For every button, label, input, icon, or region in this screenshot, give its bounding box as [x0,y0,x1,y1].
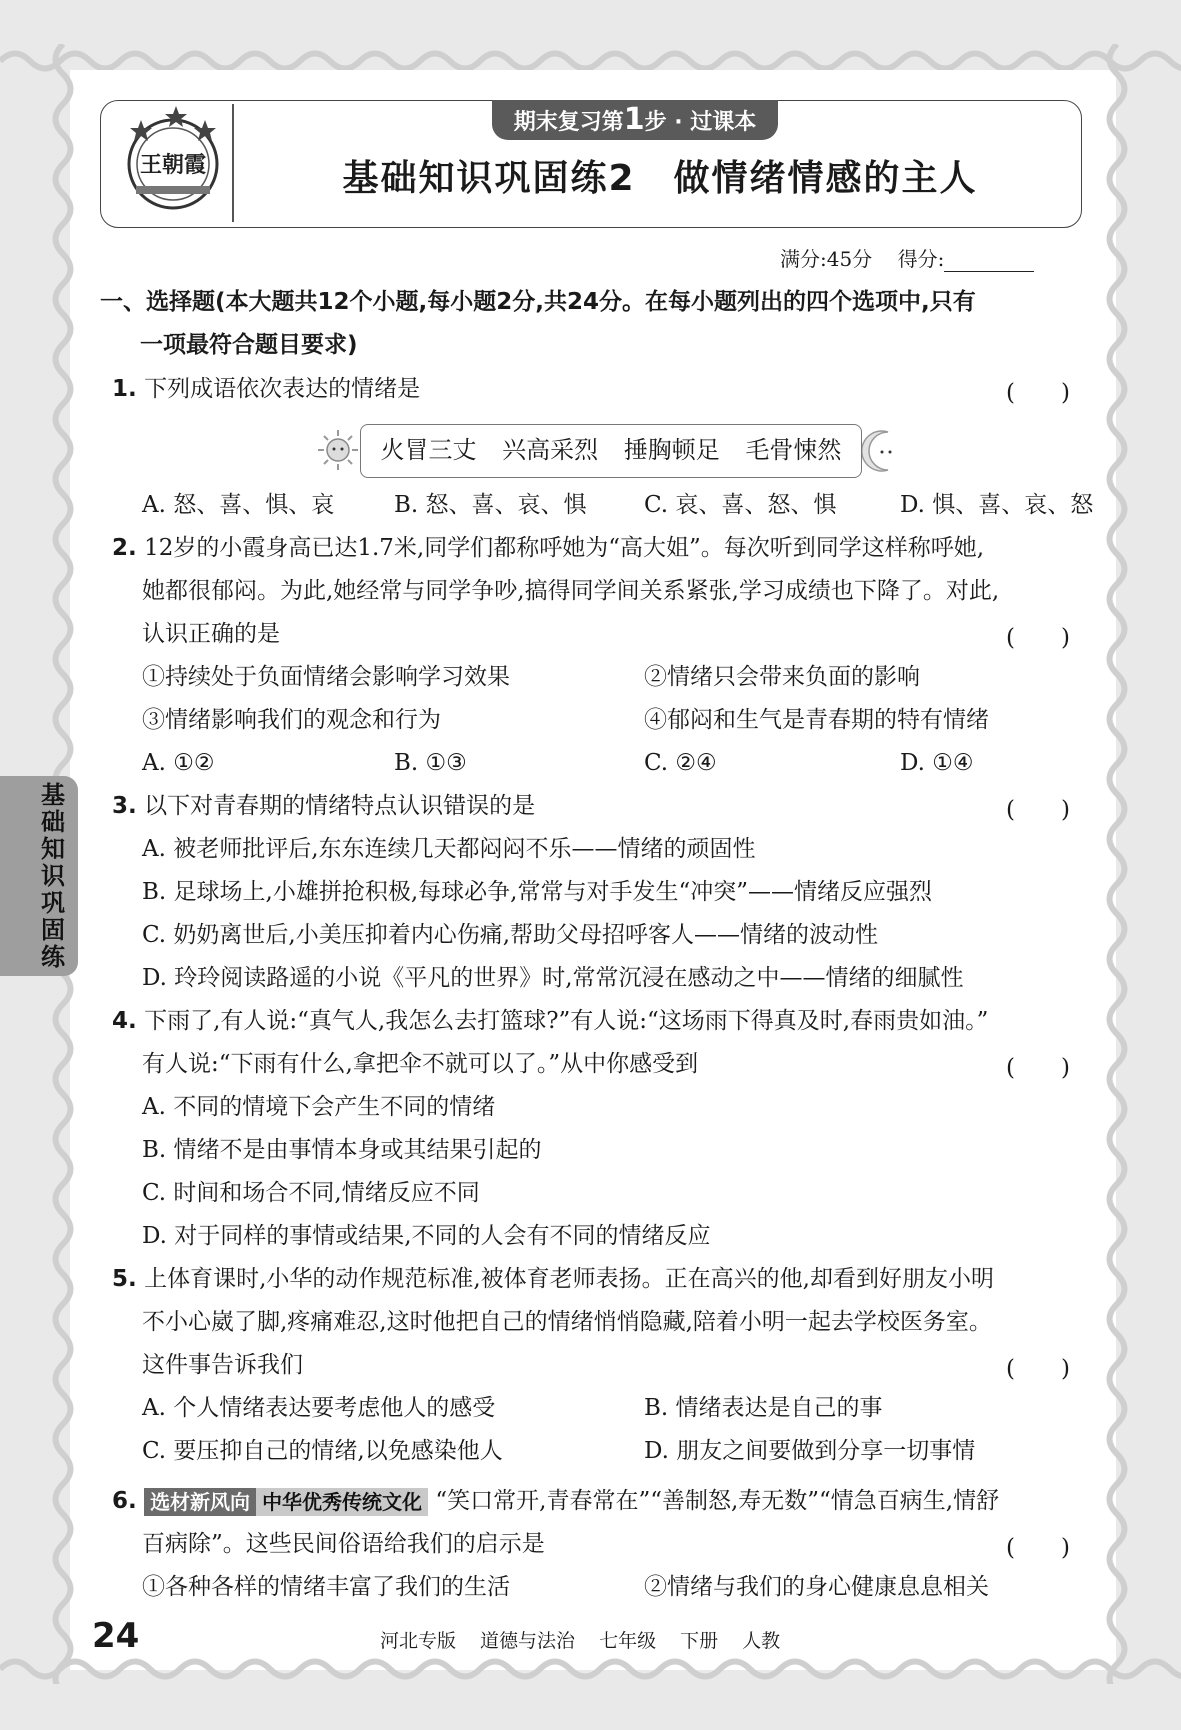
score-got-label: 得分: [897,247,945,271]
tag-suffix: 步 · 过课本 [644,110,757,135]
wavy-border-right [1100,44,1134,1684]
q3-option-d[interactable]: D. 玲玲阅读路遥的小说《平凡的世界》时,常常沉浸在感动之中——情绪的细腻性 [142,965,964,991]
answer-parentheses[interactable]: ( ) [1006,1356,1070,1382]
q4-option-d[interactable]: D. 对于同样的事情或结果,不同的人会有不同的情绪反应 [142,1223,711,1249]
page-number: 24 [92,1616,140,1656]
q5-option-d[interactable]: D. 朋友之间要做到分享一切事情 [644,1438,976,1464]
q2-option-a[interactable]: A. ①② [142,750,215,776]
q2-statement-2: ②情绪只会带来负面的影响 [644,664,920,690]
answer-parentheses[interactable]: ( ) [1006,797,1070,823]
q5-option-a[interactable]: A. 个人情绪表达要考虑他人的感受 [142,1395,496,1421]
question-number: 4. [112,1008,137,1034]
footer-edition-info: 河北专版 道德与法治 七年级 下册 人教 [380,1630,781,1652]
q1-option-a[interactable]: A. 怒、喜、惧、哀 [142,492,335,518]
wavy-border-bottom [0,1652,1181,1686]
q1-option-c[interactable]: C. 哀、喜、怒、惧 [644,492,837,518]
sun-icon [318,428,358,472]
q3-option-c[interactable]: C. 奶奶离世后,小美压抑着内心伤痛,帮助父母招呼客人——情绪的波动性 [142,922,879,948]
moon-icon [862,428,902,474]
question-stem-line1: 12岁的小霞身高已达1.7米,同学们都称呼她为“高大姐”。每次听到同学这样称呼她, [144,535,985,561]
question-number: 2. [112,535,137,561]
q2-option-b[interactable]: B. ①③ [394,750,467,776]
q4-option-a[interactable]: A. 不同的情境下会产生不同的情绪 [142,1094,496,1120]
q2-option-d[interactable]: D. ①④ [900,750,974,776]
question-stem-line2: 百病除”。这些民间俗语给我们的启示是 [142,1531,545,1557]
q4-option-b[interactable]: B. 情绪不是由事情本身或其结果引起的 [142,1137,542,1163]
question-1 [112,374,420,404]
question-number: 1. [112,376,137,402]
question-6 [112,1486,999,1516]
question-4 [112,1006,988,1036]
question-2 [112,533,984,563]
side-tab-char: 识 [41,862,65,890]
svg-text:王朝霞: 王朝霞 [139,152,207,178]
question-stem-line2: 她都很郁闷。为此,她经常与同学争吵,搞得同学间关系紧张,学习成绩也下降了。对此, [142,578,1000,604]
q3-option-a[interactable]: A. 被老师批评后,东东连续几天都闷闷不乐——情绪的顽固性 [142,836,756,862]
side-tab-char: 巩 [41,889,65,917]
question-number: 3. [112,793,137,819]
q2-option-c[interactable]: C. ②④ [644,750,717,776]
badge-new-material: 选材新风向 [144,1488,256,1516]
q5-option-c[interactable]: C. 要压抑自己的情绪,以免感染他人 [142,1438,503,1464]
badge-traditional-culture: 中华优秀传统文化 [256,1488,428,1516]
q2-statement-4: ④郁闷和生气是青春期的特有情绪 [644,707,989,733]
side-tab-char: 基 [41,781,65,809]
score-line [780,243,1034,272]
side-tab-char: 固 [41,916,65,944]
tag-prefix: 期末复习第 [513,110,624,135]
side-tab-char: 础 [41,808,65,836]
question-stem-line2: 不小心崴了脚,疼痛难忍,这时他把自己的情绪悄悄隐藏,陪着小明一起去学校医务室。 [142,1309,992,1335]
q2-statement-3: ③情绪影响我们的观念和行为 [142,707,441,733]
q4-option-c[interactable]: C. 时间和场合不同,情绪反应不同 [142,1180,480,1206]
q1-option-b[interactable]: B. 怒、喜、哀、惧 [394,492,587,518]
review-step-tag [492,100,778,140]
question-number: 5. [112,1266,137,1292]
question-3 [112,791,535,821]
page-title: 基础知识巩固练2 做情绪情感的主人 [342,158,978,199]
q3-option-b[interactable]: B. 足球场上,小雄拼抢积极,每球必争,常常与对手发生“冲突”——情绪反应强烈 [142,879,932,905]
q2-statement-1: ①持续处于负面情绪会影响学习效果 [142,664,510,690]
side-tab-basic-knowledge [0,776,78,976]
q6-statement-1: ①各种各样的情绪丰富了我们的生活 [142,1574,510,1600]
section-heading-line2: 一项最符合题目要求) [140,332,358,358]
tag-step-number: 1 [623,102,645,137]
score-blank[interactable] [944,251,1034,272]
q1-option-d[interactable]: D. 惧、喜、哀、怒 [900,492,1094,518]
question-stem-line3: 这件事告诉我们 [142,1352,303,1378]
answer-parentheses[interactable]: ( ) [1006,1055,1070,1081]
question-number: 6. [112,1488,137,1514]
q5-option-b[interactable]: B. 情绪表达是自己的事 [644,1395,883,1421]
q6-statement-2: ②情绪与我们的身心健康息息相关 [644,1574,989,1600]
answer-parentheses[interactable]: ( ) [1006,625,1070,651]
side-tab-char: 练 [41,943,65,971]
question-stem-line1: “笑口常开,青春常在”“善制怒,寿无数”“情急百病生,情舒 [435,1488,1000,1514]
section-heading-line1: 一、选择题(本大题共12个小题,每小题2分,共24分。在每小题列出的四个选项中,只有 [100,289,976,315]
header-divider [232,104,234,222]
full-score-label: 满分:45分 [780,247,873,271]
answer-parentheses[interactable]: ( ) [1006,380,1070,406]
question-stem-line3: 认识正确的是 [142,621,280,647]
question-stem: 下列成语依次表达的情绪是 [144,376,421,402]
question-5 [112,1264,994,1294]
brand-seal-logo [118,106,228,216]
question-stem-line1: 上体育课时,小华的动作规范标准,被体育老师表扬。正在高兴的他,却看到好朋友小明 [144,1266,994,1292]
question-stem-line1: 下雨了,有人说:“真气人,我怎么去打篮球?”有人说:“这场雨下得真及时,春雨贵如油。” [144,1008,989,1034]
answer-parentheses[interactable]: ( ) [1006,1535,1070,1561]
side-tab-char: 知 [41,835,65,863]
question-stem-line2: 有人说:“下雨有什么,拿把伞不就可以了。”从中你感受到 [142,1051,699,1077]
question-stem: 以下对青春期的情绪特点认识错误的是 [144,793,536,819]
idiom-box: 火冒三丈 兴高采烈 捶胸顿足 毛骨悚然 [360,424,862,478]
